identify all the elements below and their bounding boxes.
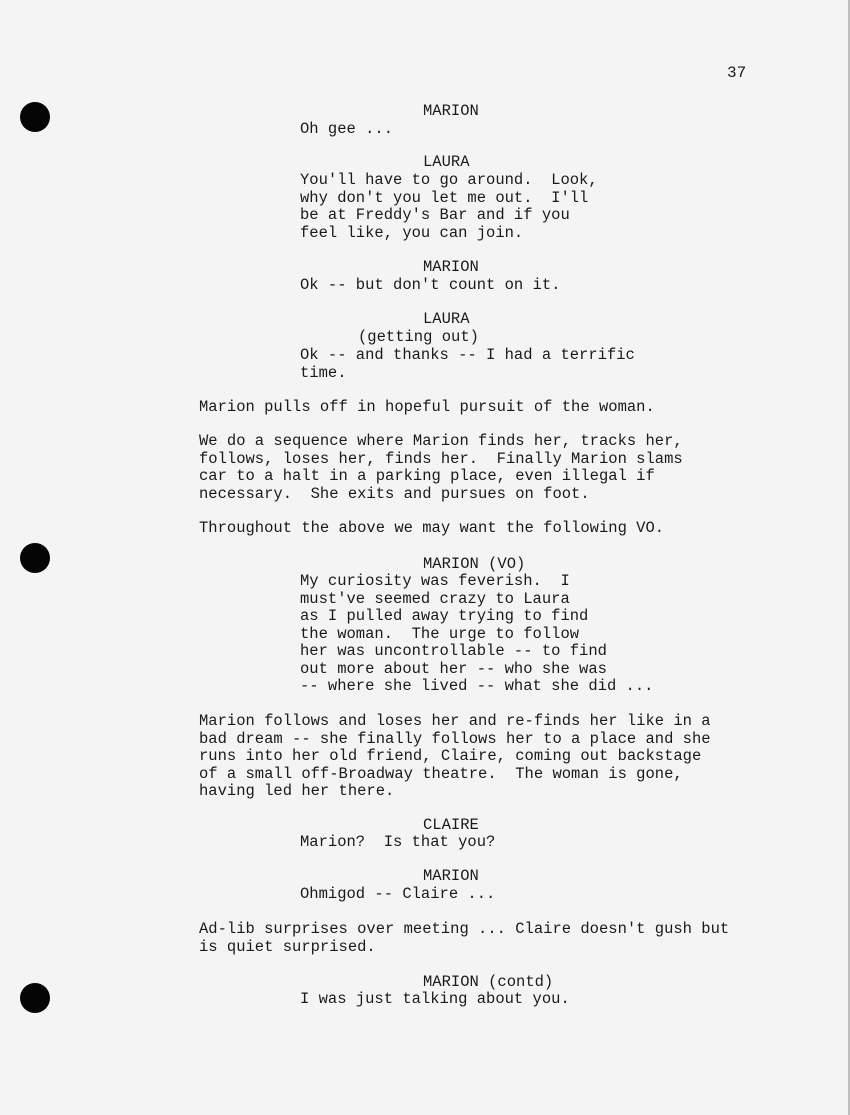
character-name: MARION xyxy=(423,867,479,885)
action-line: Ad-lib surprises over meeting ... Claire doesn't gush but is quiet surprised. xyxy=(199,920,730,956)
action-line: Marion follows and loses her and re-finds her like in a bad dream -- she finally follows her to a place and she runs into her old friend, Claire, coming out backstage of a small off-Broadway theatre. The woman is gone, having led her there. xyxy=(199,712,711,800)
punch-hole-icon xyxy=(20,102,50,132)
parenthetical: (getting out) xyxy=(358,328,479,346)
dialogue: Ok -- but don't count on it. xyxy=(300,276,561,294)
dialogue: Ohmigod -- Claire ... xyxy=(300,885,496,903)
punch-hole-icon xyxy=(20,543,50,573)
character-name: LAURA xyxy=(423,153,470,171)
action-line: Marion pulls off in hopeful pursuit of the woman. xyxy=(199,398,655,416)
dialogue: Oh gee ... xyxy=(300,120,394,138)
page-number: 37 xyxy=(727,64,747,82)
dialogue: My curiosity was feverish. I must've seemed crazy to Laura as I pulled away trying to find the woman. The urge to follow her was uncontrollable -- to find out more about her -- who she was -- where she lived -- what she did ... xyxy=(300,572,654,695)
punch-hole-icon xyxy=(20,983,50,1013)
character-name: MARION (VO) xyxy=(423,555,526,573)
action-line: We do a sequence where Marion finds her, tracks her, follows, loses her, finds her. Finally Marion slams car to a halt in a parking place, even illegal if necessary. She exits and pursues on foot. xyxy=(199,432,683,503)
character-name: MARION (contd) xyxy=(423,973,554,991)
dialogue: Marion? Is that you? xyxy=(300,833,496,851)
dialogue: You'll have to go around. Look, why don't you let me out. I'll be at Freddy's Bar and if you feel like, you can join. xyxy=(300,171,598,242)
dialogue: I was just talking about you. xyxy=(300,990,570,1008)
character-name: MARION xyxy=(423,102,479,120)
dialogue: Ok -- and thanks -- I had a terrific time. xyxy=(300,346,635,382)
character-name: CLAIRE xyxy=(423,816,479,834)
action-line: Throughout the above we may want the following VO. xyxy=(199,519,665,537)
character-name: LAURA xyxy=(423,310,470,328)
character-name: MARION xyxy=(423,258,479,276)
